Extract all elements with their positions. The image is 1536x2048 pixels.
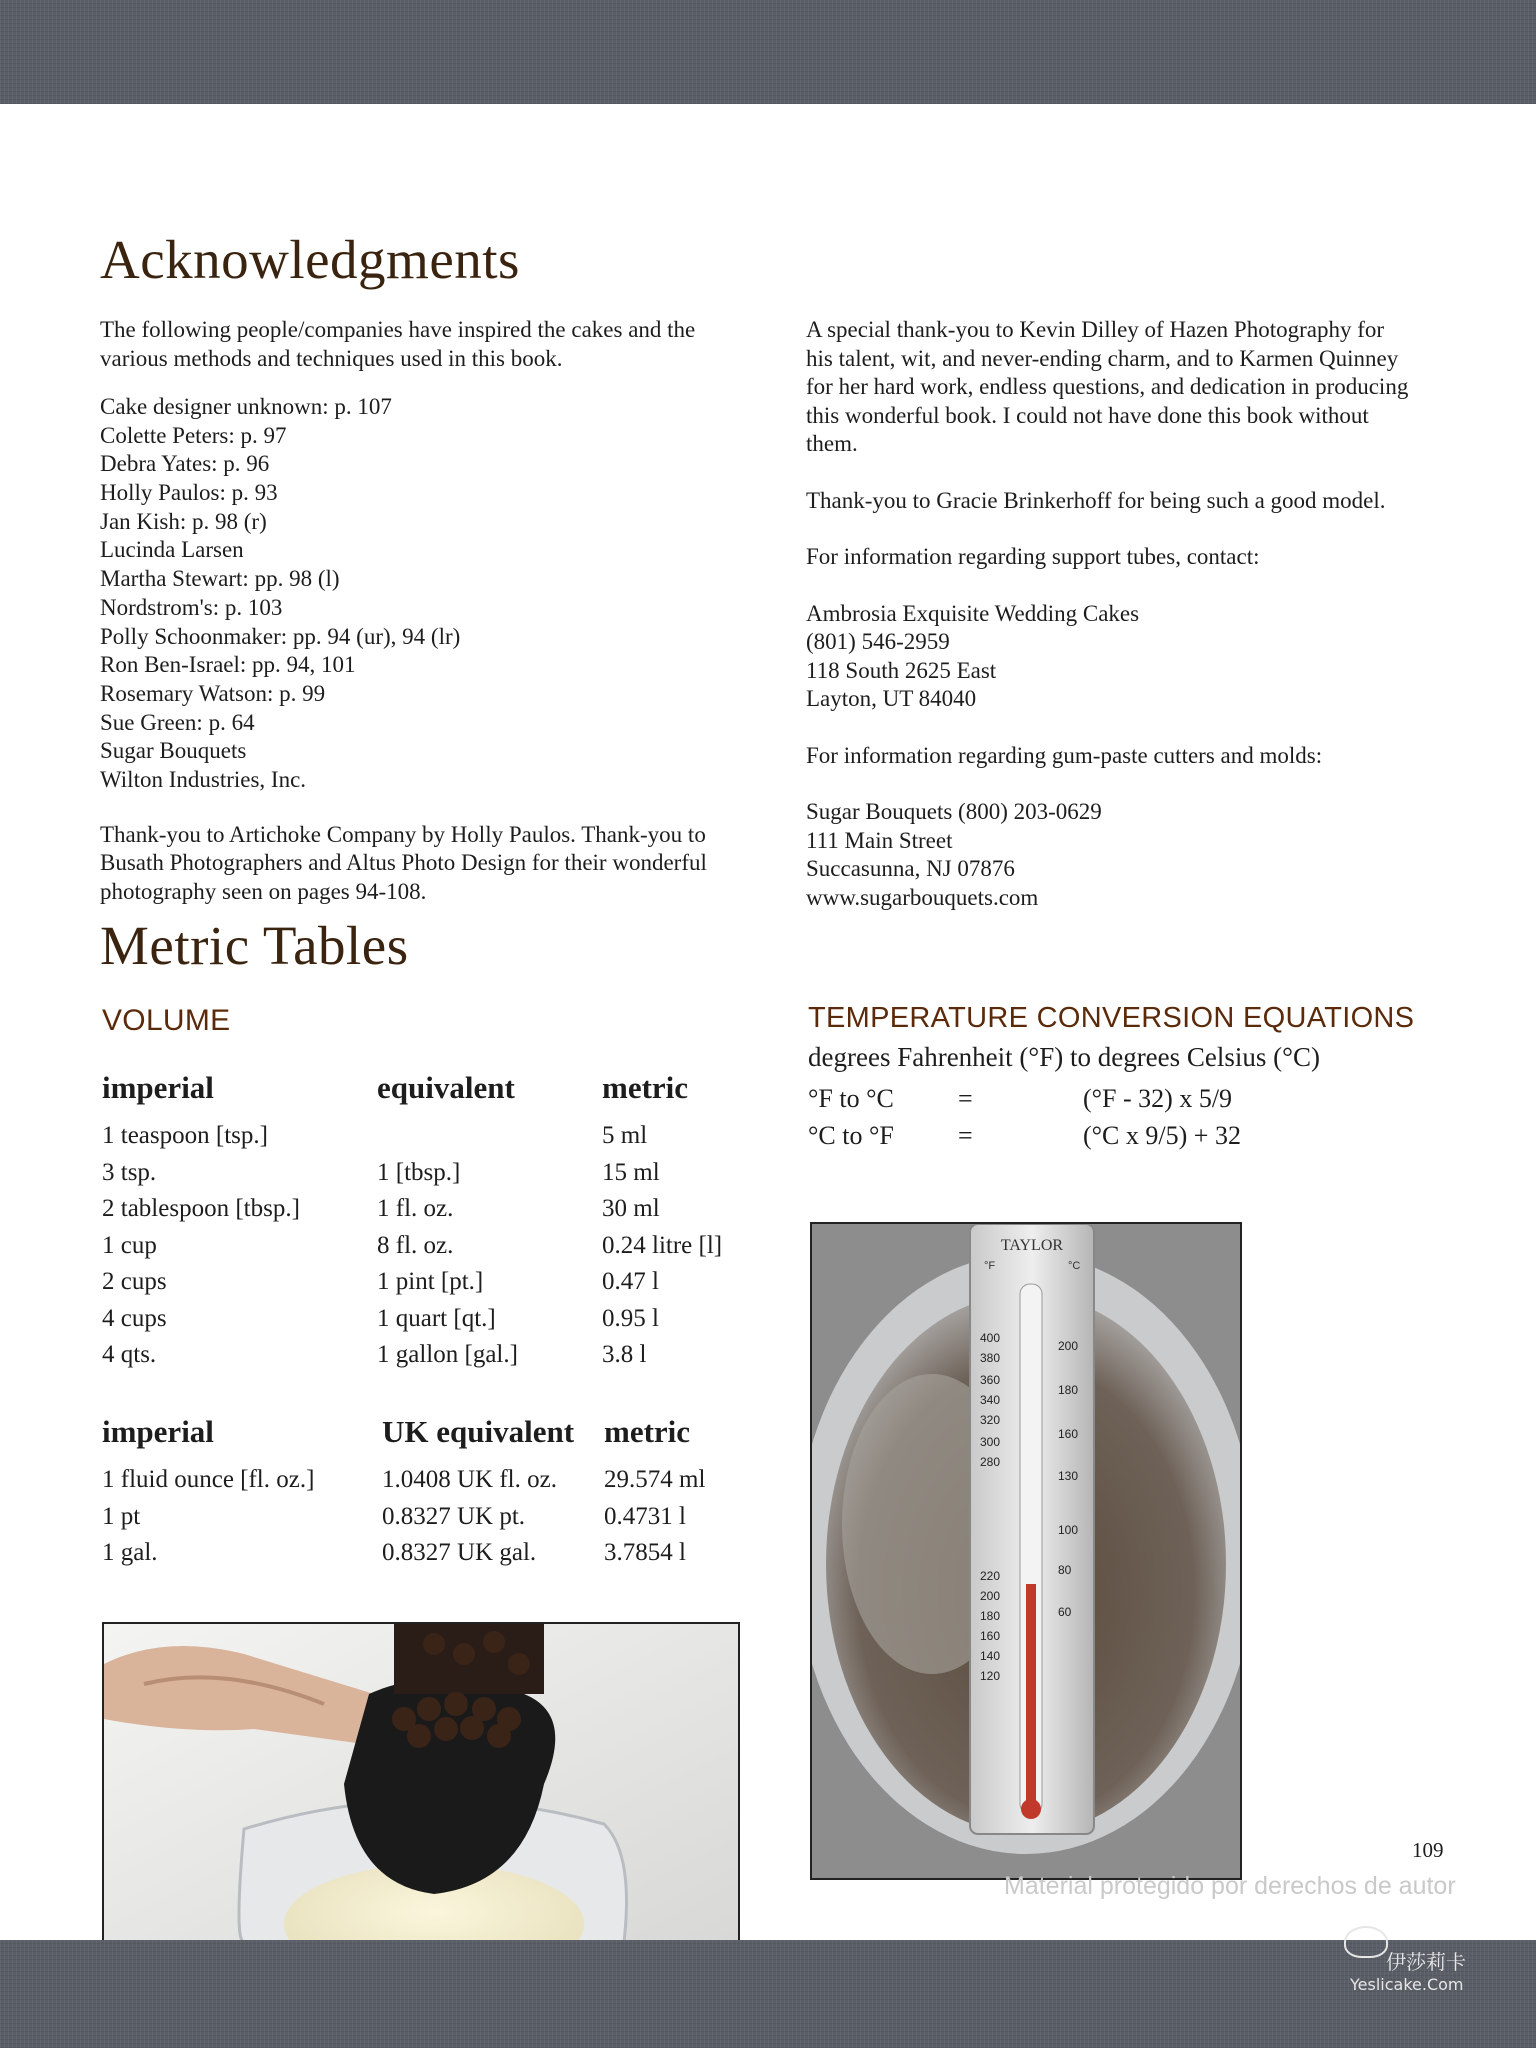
credit-item: Holly Paulos: p. 93 [100,480,278,506]
site-logo-text: 伊莎莉卡 [1386,1950,1466,1974]
equation-formula: (°C x 9/5) + 32 [1083,1121,1241,1150]
equation-label: °F to °C [808,1084,894,1113]
table-cell: 1 pt [102,1502,141,1530]
column-header: imperial [102,1070,214,1105]
column-header: metric [604,1414,691,1449]
equation-sign: = [958,1084,973,1113]
f-scale-label: 340 [980,1393,1001,1407]
c-scale-label: 180 [1058,1383,1079,1397]
c-scale-label: 200 [1058,1339,1079,1353]
uk-volume-table [102,1414,762,1576]
equation-row [808,1084,1428,1121]
credit-item: Sugar Bouquets [100,738,247,764]
table-cell: 2 cups [102,1268,167,1295]
acknowledgments-title: Acknowledgments [100,229,520,290]
measuring-cup-illustration [104,1624,738,1942]
f-scale-label: 380 [980,1351,1001,1365]
f-scale-label: 220 [980,1569,1001,1583]
table-row [102,1305,762,1342]
table-row [102,1268,762,1305]
acknowledgments-intro: The following people/companies have inspired the cakes and the various methods and techniques used in this book. [100,317,696,371]
credits-list [100,393,760,795]
table-header-row [102,1070,762,1122]
table-cell: 1 cup [102,1231,157,1259]
credit-item: Polly Schoonmaker: pp. 94 (ur), 94 (lr) [100,623,461,649]
credit-item: Wilton Industries, Inc. [100,766,307,792]
address-line: Ambrosia Exquisite Wedding Cakes [806,600,1140,626]
table-cell: 2 tablespoon [tbsp.] [102,1195,300,1222]
table-cell: 1 teaspoon [tsp.] [102,1122,268,1149]
table-cell: 0.4731 l [604,1502,686,1530]
model-thanks: Thank-you to Gracie Brinkerhoff for being such a good model. [806,487,1386,513]
site-domain: Yeslicake.Com [1350,1975,1464,1994]
table-row [102,1159,762,1196]
volume-heading: VOLUME [102,1004,231,1037]
f-scale-label: 200 [980,1589,1001,1603]
column-header: equivalent [377,1070,515,1105]
c-scale-label: 100 [1058,1523,1079,1537]
top-frame-band [0,0,1536,104]
f-scale-label: 120 [980,1669,1001,1683]
table-cell: 1 pint [pt.] [377,1268,484,1295]
address-line: (801) 546-2959 [806,629,950,654]
equation-formula: (°F - 32) x 5/9 [1083,1084,1233,1113]
table-cell: 5 ml [602,1122,648,1149]
candy-thermometer-photo [810,1222,1242,1880]
temperature-heading: TEMPERATURE CONVERSION EQUATIONS [808,1002,1415,1034]
address-line: Succasunna, NJ 07876 [806,856,1015,881]
credit-item: Debra Yates: p. 96 [100,451,270,477]
f-scale-label: 300 [980,1435,1001,1449]
f-scale-label: 180 [980,1609,1001,1623]
c-scale-label: 130 [1058,1469,1079,1483]
credit-item: Sue Green: p. 64 [100,709,255,735]
address-ambrosia [806,600,1416,714]
table-cell: 3.8 l [602,1341,647,1368]
thermometer-brand: TAYLOR [1000,1237,1064,1254]
table-row [102,1195,762,1232]
c-scale-label: 160 [1058,1427,1079,1441]
support-tubes-info: For information regarding support tubes, contact: [806,544,1260,569]
f-scale-label: 160 [980,1629,1001,1643]
table-cell: 1 quart [qt.] [377,1304,496,1332]
table-row [102,1341,762,1378]
table-cell: 4 qts. [102,1341,157,1368]
cloud-logo-icon [1344,1926,1388,1958]
table-cell [377,1122,602,1159]
table-cell: 1.0408 UK fl. oz. [382,1466,557,1493]
table-row [102,1466,762,1503]
table-cell: 0.8327 UK pt. [382,1502,526,1530]
measuring-cup-photo [102,1622,740,1942]
address-line: 111 Main Street [806,827,953,853]
column-header: UK equivalent [382,1414,575,1449]
table-cell: 1 [tbsp.] [377,1158,461,1186]
c-scale-label: 60 [1058,1605,1072,1619]
credit-item: Jan Kish: p. 98 (r) [100,508,267,534]
table-cell: 1 gallon [gal.] [377,1341,518,1368]
credit-item: Lucinda Larsen [100,537,244,563]
equation-label: °C to °F [808,1121,894,1150]
table-cell: 1 fluid ounce [fl. oz.] [102,1466,315,1493]
book-page [0,104,1536,1940]
c-scale-label: 80 [1058,1563,1072,1577]
credit-item: Rosemary Watson: p. 99 [100,680,326,706]
thermometer-f-unit: °F [984,1260,996,1272]
credit-item: Ron Ben-Israel: pp. 94, 101 [100,652,356,678]
f-scale-label: 320 [980,1413,1001,1427]
table-cell: 15 ml [602,1158,660,1186]
table-row [102,1122,762,1159]
table-cell: 1 gal. [102,1539,158,1566]
table-cell: 3.7854 l [604,1539,686,1566]
equation-sign: = [958,1121,973,1150]
f-scale-label: 360 [980,1373,1001,1387]
copyright-watermark: Material protegido por derechos de autor [1004,1872,1456,1900]
page-number: 109 [1412,1838,1444,1862]
f-scale-label: 140 [980,1649,1001,1663]
table-header-row [102,1414,762,1466]
table-row [102,1539,762,1576]
address-line: Layton, UT 84040 [806,686,977,711]
thermometer-illustration [812,1224,1240,1878]
acknowledgments-right-column [806,316,1416,912]
credit-item: Nordstrom's: p. 103 [100,594,283,620]
volume-table [102,1070,762,1378]
gum-paste-info: For information regarding gum-paste cutters and molds: [806,742,1323,768]
acknowledgments-left-column [100,316,760,906]
f-scale-label: 280 [980,1455,1001,1469]
acknowledgments-closing: Thank-you to Artichoke Company by Holly Paulos. Thank-you to Busath Photographers and Altus Photo Design for their wonderful photography seen on pages 94-108. [100,821,707,904]
table-cell: 0.24 litre [l] [602,1231,723,1259]
table-cell: 0.8327 UK gal. [382,1539,537,1566]
table-cell: 0.47 l [602,1268,659,1295]
address-line: 118 South 2625 East [806,657,997,683]
f-scale-label: 400 [980,1331,1001,1345]
table-row [102,1503,762,1540]
credit-item: Cake designer unknown: p. 107 [100,394,392,419]
column-header: imperial [102,1414,214,1449]
table-cell: 0.95 l [602,1304,659,1332]
credit-item: Martha Stewart: pp. 98 (l) [100,566,340,592]
address-sugar-bouquets [806,798,1416,912]
column-header: metric [602,1070,689,1105]
address-line: www.sugarbouquets.com [806,884,1039,910]
metric-tables-title: Metric Tables [100,915,409,976]
table-cell: 4 cups [102,1304,167,1332]
address-line: Sugar Bouquets (800) 203-0629 [806,799,1102,824]
bottom-frame-band [0,1940,1536,2048]
table-cell: 29.574 ml [604,1466,706,1493]
thanks-paragraph: A special thank-you to Kevin Dilley of Hazen Photography for his talent, wit, and never-ending charm, and to Karmen Quinney for her hard work, endless questions, and dedication in producing this wonderful book. I could not have done this book without them. [806,317,1409,456]
temperature-equations [808,1084,1428,1158]
table-cell: 1 fl. oz. [377,1195,454,1222]
thermometer-c-unit: °C [1068,1260,1081,1272]
table-row [102,1232,762,1269]
credit-item: Colette Peters: p. 97 [100,422,287,448]
equation-row [808,1121,1428,1158]
table-cell: 3 tsp. [102,1158,157,1186]
table-cell: 8 fl. oz. [377,1231,454,1259]
temperature-subheading: degrees Fahrenheit (°F) to degrees Celsius (°C) [808,1042,1320,1072]
table-cell: 30 ml [602,1195,660,1222]
